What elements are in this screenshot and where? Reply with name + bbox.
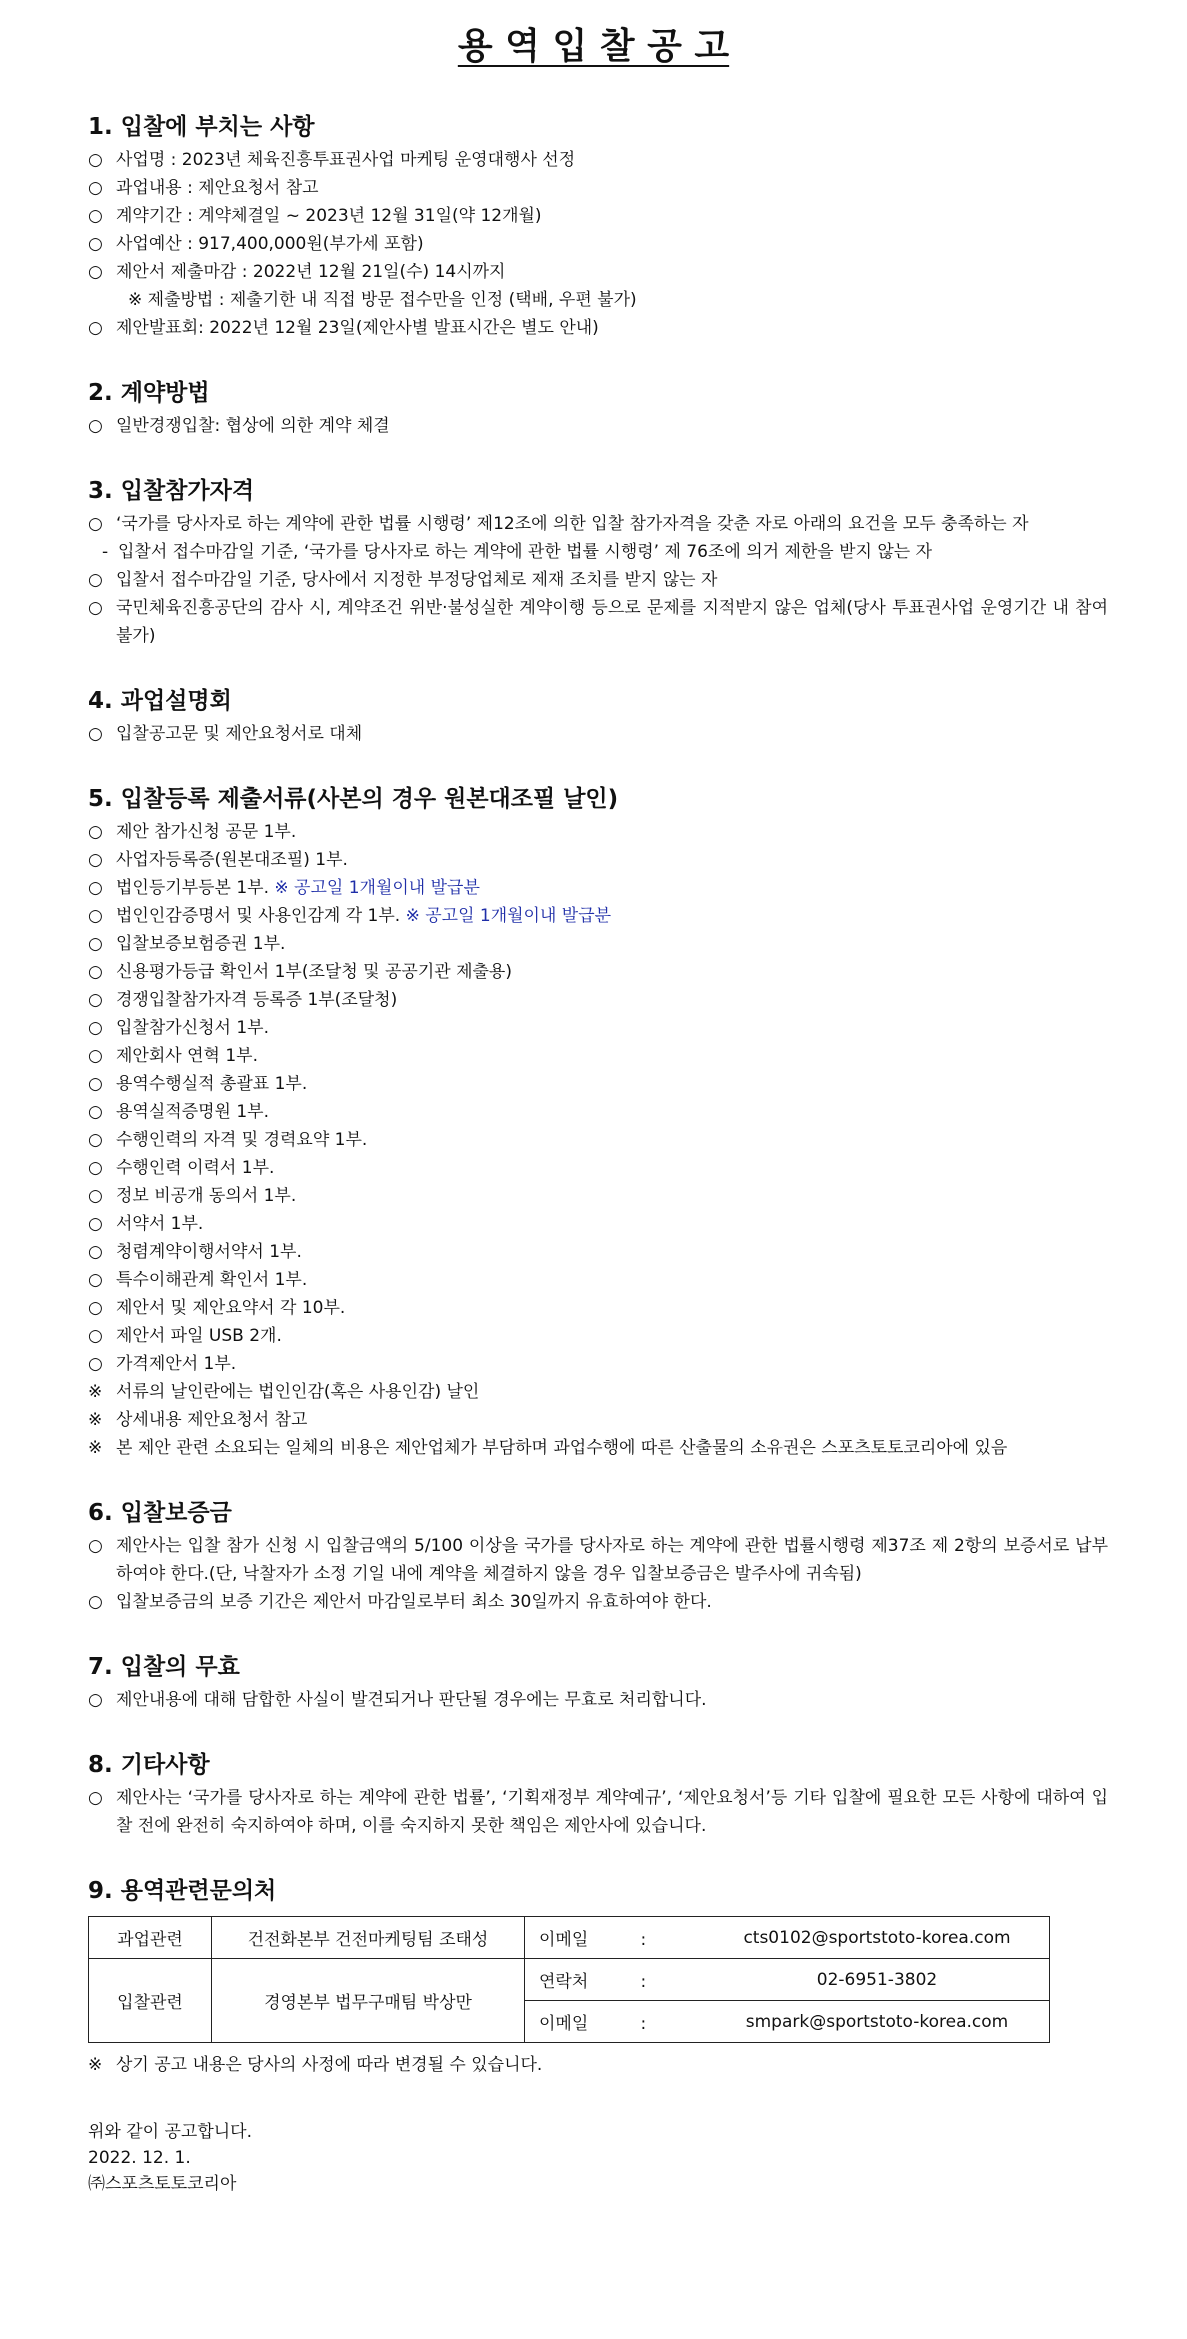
section-heading: 2. 계약방법 <box>88 380 210 406</box>
list-item: ○ 제안서 및 제안요약서 각 10부. <box>88 1298 346 1318</box>
note-item: ※ 서류의 날인란에는 법인인감(혹은 사용인감) 날인 <box>88 1382 480 1402</box>
list-item: ○ 제안회사 연혁 1부. <box>88 1046 258 1066</box>
table-cell: 02-6951-3802 <box>705 1959 1050 2001</box>
document-body <box>88 112 1108 2197</box>
table-cell: 이메일 : <box>525 1917 706 1959</box>
list-item: ○ 용역실적증명원 1부. <box>88 1102 269 1122</box>
list-item: ○ 사업예산 : 917,400,000원(부가세 포함) <box>88 234 424 254</box>
list-item: ○ 정보 비공개 동의서 1부. <box>88 1186 297 1206</box>
company-name: ㈜스포츠토토코리아 <box>88 2174 237 2194</box>
section-heading: 6. 입찰보증금 <box>88 1500 232 1526</box>
issuance-note: ※ 공고일 1개월이내 발급분 <box>274 878 480 898</box>
list-item: ○ 수행인력의 자격 및 경력요약 1부. <box>88 1130 368 1150</box>
list-item: ○ 제안서 파일 USB 2개. <box>88 1326 282 1346</box>
list-item: ○ 법인등기부등본 1부. ※ 공고일 1개월이내 발급분 <box>88 878 480 898</box>
table-cell: 경영본부 법무구매팀 박상만 <box>212 1959 525 2043</box>
table-cell: 연락처 : <box>525 1959 706 2001</box>
list-item: ○ 가격제안서 1부. <box>88 1354 237 1374</box>
list-item: ○ 과업내용 : 제안요청서 참고 <box>88 178 319 198</box>
section-3 <box>88 476 1108 650</box>
list-item: ○ 신용평가등급 확인서 1부(조달청 및 공공기관 제출용) <box>88 962 512 982</box>
list-item: ○ 제안사는 입찰 참가 신청 시 입찰금액의 5/100 이상을 국가를 당사자로 하는 계약에 관한 법률시행령 제37조 제 2항의 보증서로 납부하여야 한다.(단, 낙찰자가 소정 기일 내에 계약을 체결하지 않을 경우 입찰보증금은 발주사에 귀속됨) <box>88 1536 1108 1584</box>
list-item: ○ 입찰서 접수마감일 기준, 당사에서 지정한 부정당업체로 제재 조치를 받지 않는 자 <box>88 570 718 590</box>
closing-text: 위와 같이 공고합니다. <box>88 2122 253 2142</box>
section-heading: 8. 기타사항 <box>88 1752 210 1778</box>
table-row <box>89 1917 1050 1959</box>
section-heading: 7. 입찰의 무효 <box>88 1654 240 1680</box>
note-item: ※ 상세내용 제안요청서 참고 <box>88 1410 308 1430</box>
section-heading: 3. 입찰참가자격 <box>88 478 255 504</box>
table-cell: 입찰관련 <box>89 1959 212 2043</box>
section-heading: 4. 과업설명회 <box>88 688 232 714</box>
contact-table <box>88 1916 1050 2043</box>
list-item: ○ 제안 참가신청 공문 1부. <box>88 822 297 842</box>
closing-date: 2022. 12. 1. <box>88 2148 191 2168</box>
list-item: ○ 일반경쟁입찰: 협상에 의한 계약 체결 <box>88 416 390 436</box>
section-2 <box>88 378 1108 440</box>
list-item: ○ 법인인감증명서 및 사용인감계 각 1부. ※ 공고일 1개월이내 발급분 <box>88 906 612 926</box>
section-4 <box>88 686 1108 748</box>
issuance-note: ※ 공고일 1개월이내 발급분 <box>405 906 612 926</box>
list-item: ○ 제안내용에 대해 담합한 사실이 발견되거나 판단될 경우에는 무효로 처리합니다. <box>88 1690 707 1710</box>
table-cell: 과업관련 <box>89 1917 212 1959</box>
section-heading: 1. 입찰에 부치는 사항 <box>88 114 315 140</box>
list-item: ○ 경쟁입찰참가자격 등록증 1부(조달청) <box>88 990 398 1010</box>
list-item: ○ 서약서 1부. <box>88 1214 204 1234</box>
submission-note: ※ 제출방법 : 제출기한 내 직접 방문 접수만을 인정 (택배, 우편 불가) <box>128 290 637 310</box>
section-1 <box>88 112 1108 342</box>
list-item: ○ 입찰보증보험증권 1부. <box>88 934 286 954</box>
section-heading: 9. 용역관련문의처 <box>88 1878 277 1904</box>
document-title: 용 역 입 찰 공 고 <box>457 26 730 67</box>
note-item: ※ 상기 공고 내용은 당사의 사정에 따라 변경될 수 있습니다. <box>88 2055 543 2075</box>
list-item: ○ 입찰공고문 및 제안요청서로 대체 <box>88 724 363 744</box>
list-item: ○ 입찰참가신청서 1부. <box>88 1018 269 1038</box>
list-item: ○ 국민체육진흥공단의 감사 시, 계약조건 위반·불성실한 계약이행 등으로 문제를 지적받지 않은 업체(당사 투표권사업 운영기간 내 참여불가) <box>88 598 1108 646</box>
table-cell: smpark@sportstoto-korea.com <box>705 2001 1050 2043</box>
list-item: ○ 청렴계약이행서약서 1부. <box>88 1242 302 1262</box>
section-7 <box>88 1652 1108 1714</box>
list-item: ○ 제안서 제출마감 : 2022년 12월 21일(수) 14시까지 <box>88 262 506 282</box>
section-heading: 5. 입찰등록 제출서류(사본의 경우 원본대조필 날인) <box>88 786 619 812</box>
list-item: ○ 사업자등록증(원본대조필) 1부. <box>88 850 348 870</box>
list-item: ○ 입찰보증금의 보증 기간은 제안서 마감일로부터 최소 30일까지 유효하여야 한다. <box>88 1592 712 1612</box>
list-item: ○ 사업명 : 2023년 체육진흥투표권사업 마케팅 운영대행사 선정 <box>88 150 576 170</box>
list-item: ○ 용역수행실적 총괄표 1부. <box>88 1074 308 1094</box>
table-cell: 건전화본부 건전마케팅팀 조태성 <box>212 1917 525 1959</box>
list-item: ○ ‘국가를 당사자로 하는 계약에 관한 법률 시행령’ 제12조에 의한 입찰 참가자격을 갖춘 자로 아래의 요건을 모두 충족하는 자 <box>88 514 1029 534</box>
list-item: ○ 수행인력 이력서 1부. <box>88 1158 275 1178</box>
section-5 <box>88 784 1108 1462</box>
closing-block <box>88 2119 1108 2197</box>
section-8 <box>88 1750 1108 1840</box>
note-item: ※ 본 제안 관련 소요되는 일체의 비용은 제안업체가 부담하며 과업수행에 따른 산출물의 소유권은 스포츠토토코리아에 있음 <box>88 1438 1008 1458</box>
section-9 <box>88 1876 1108 2079</box>
table-cell: 이메일 : <box>525 2001 706 2043</box>
list-item: ○ 제안발표회: 2022년 12월 23일(제안사별 발표시간은 별도 안내) <box>88 318 599 338</box>
table-cell: cts0102@sportstoto-korea.com <box>705 1917 1050 1959</box>
list-subitem: - 입찰서 접수마감일 기준, ‘국가를 당사자로 하는 계약에 관한 법률 시행령’ 제 76조에 의거 제한을 받지 않는 자 <box>102 542 933 562</box>
section-6 <box>88 1498 1108 1616</box>
list-item: ○ 계약기간 : 계약체결일 ~ 2023년 12월 31일(약 12개월) <box>88 206 542 226</box>
list-item: ○ 특수이해관계 확인서 1부. <box>88 1270 308 1290</box>
table-row <box>89 1959 1050 2001</box>
list-item: ○ 제안사는 ‘국가를 당사자로 하는 계약에 관한 법률’, ‘기획재정부 계약예규’, ‘제안요청서’등 기타 입찰에 필요한 모든 사항에 대하여 입찰 전에 완전히 숙지하여야 하며, 이를 숙지하지 못한 책임은 제안사에 있습니다. <box>88 1788 1108 1836</box>
